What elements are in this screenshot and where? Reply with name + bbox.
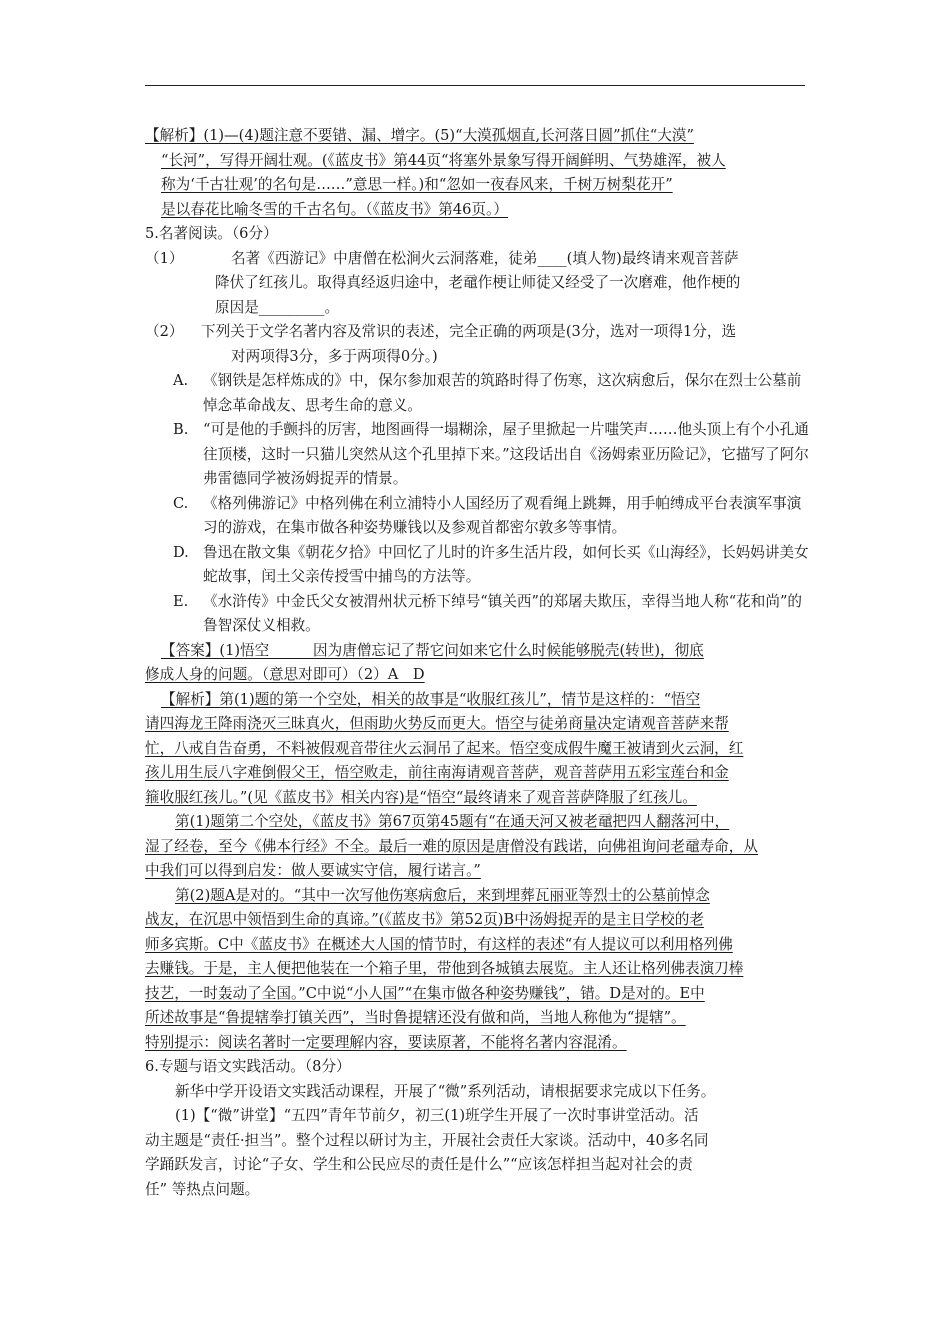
- question-line: 对两项得3分，多于两项得0分。): [231, 347, 438, 365]
- analysis-line: “长河”，写得开阔壮观。(《蓝皮书》第44页“将塞外景象写得开阔鲜明、气势雄浑，被人: [161, 151, 726, 169]
- question-5-sub2: [145, 320, 810, 369]
- analysis-line: 去赚钱。于是，主人便把他装在一个箱子里，带他到各城镇去展览。主人还让格列佛表演刀棒: [145, 960, 744, 977]
- sub-number: （2）: [145, 323, 184, 340]
- option-letter: C.: [173, 494, 189, 512]
- question-line: 名著《西游记》中唐僧在松涧火云洞落难，徒弟____(填人物)最终请来观音菩萨: [231, 249, 739, 267]
- option-text: 《水浒传》中金氏父女被渭州状元桥下绰号“镇关西”的郑屠夫欺压，幸得当地人称“花和尚”的鲁智深仗义相救。: [203, 592, 803, 634]
- option-text: 鲁迅在散文集《朝花夕拾》中回忆了儿时的许多生活片段，如何长买《山海经》，长妈妈讲美女蛇故事，闰土父亲传授雪中捕鸟的方法等。: [203, 543, 809, 585]
- option-c: [145, 492, 810, 541]
- sub-number: （1）: [145, 249, 184, 267]
- question-line: 动主题是“责任·担当”。整个过程以研讨为主，开展社会责任大家谈。活动中，40多名同: [145, 1131, 709, 1149]
- answer-line: 【答案】(1)悟空 因为唐僧忘记了帮它问如来它什么时候能够脱壳(转世)，彻底: [161, 641, 704, 659]
- analysis-line: 称为‘千古壮观’的名句是……”意思一样。)和“忽如一夜春风来，千树万树梨花开”: [161, 176, 673, 193]
- document-page: [145, 124, 810, 1202]
- analysis-line: 所述故事是“鲁提辖拳打镇关西”，当时鲁提辖还没有做和尚，当地人称他为“提辖”。: [145, 1009, 686, 1026]
- options-list: [145, 369, 810, 639]
- question-6-heading: 6.专题与语文实践活动。（8分）: [145, 1058, 351, 1075]
- option-text: 《格列佛游记》中格列佛在利立浦特小人国经历了观看绳上跳舞，用手帕缚成平台表演军事演习的游戏，在集市做各种姿势赚钱以及参观首都密尔敦多等事情。: [203, 494, 802, 536]
- option-letter: A.: [173, 372, 189, 389]
- question-line: 下列关于文学名著内容及常识的表述，完全正确的两项是(3分，选对一项得1分，选: [201, 323, 737, 340]
- analysis-line: 忙，八戒自告奋勇，不料被假观音带往火云洞吊了起来。悟空变成假牛魔王被请到火云洞，红: [145, 739, 744, 757]
- header-rule: [145, 85, 805, 86]
- option-b: [145, 418, 810, 492]
- question-5-heading: 5.名著阅读。（6分）: [145, 225, 278, 242]
- option-letter: B.: [173, 421, 189, 438]
- analysis-line: 【解析】(1)—(4)题注意不要错、漏、增字。(5)“大漠孤烟直,长河落日圆”抓住“大漠”: [145, 127, 694, 144]
- question-line: 任” 等热点问题。: [145, 1180, 260, 1198]
- option-d: [145, 541, 810, 590]
- question-line: 降伏了红孩儿。取得真经返归途中，老黿作梗让师徒又经受了一次磨难，他作梗的: [215, 274, 741, 291]
- analysis-line: 湿了经卷，至今《佛本行经》不全。最后一难的原因是唐僧没有践诺，向佛祖询问老黿寿命，从: [145, 837, 758, 855]
- analysis-block: [145, 688, 810, 1056]
- analysis-line: 箍收服红孩儿。”(见《蓝皮书》相关内容)是“悟空“最终请来了观音菩萨降服了红孩儿。: [145, 788, 697, 806]
- option-a: [145, 369, 810, 418]
- analysis-line: 请四海龙王降雨浇灭三昧真火，但雨助火势反而更大。悟空与徒弟商量决定请观音菩萨来帮: [145, 715, 729, 732]
- analysis-line: 中我们可以得到启发：做人要诚实守信，履行诺言。”: [145, 862, 481, 879]
- analysis-line: 孩儿用生辰八字难倒假父王，悟空败走，前往南海请观音菩萨，观音菩萨用五彩宝莲台和金: [145, 764, 729, 781]
- question-line: (1)【“微”讲堂】“五四”青年节前夕，初三(1)班学生开展了一次时事讲堂活动。活: [175, 1107, 699, 1124]
- analysis-previous: [145, 124, 810, 222]
- question-5-sub1: [145, 247, 810, 321]
- analysis-line: 是以春花比喻冬雪的千古名句。（《蓝皮书》第46页。）: [161, 200, 508, 218]
- option-text: 《钢铁是怎样炼成的》中，保尔参加艰苦的筑路时得了伤寒，这次病愈后，保尔在烈士公墓前悼念革命战友、思考生命的意义。: [203, 372, 802, 414]
- question-line: 原因是_________。: [215, 298, 340, 316]
- analysis-line: 技艺，一时轰动了全国。”C中说“小人国”“在集市做各种姿势赚钱”，错。D是对的。E中: [145, 984, 705, 1002]
- option-letter: D.: [173, 543, 189, 561]
- option-e: [145, 590, 810, 639]
- question-line: 学踊跃发言，讨论“子女、学生和公民应尽的责任是什么”“应该怎样担当起对社会的责: [145, 1156, 693, 1173]
- analysis-line: 战友，在沉思中领悟到生命的真谛。”(《蓝皮书》第52页)B中汤姆捉弄的是主日学校的老: [145, 911, 704, 928]
- analysis-line: 第(1)题第二个空处，《蓝皮书》第67页第45题有“在通天河又被老黿把四人翻落河中，: [175, 813, 730, 830]
- answer-block: [145, 639, 810, 688]
- analysis-line: 师多宾斯。C中《蓝皮书》在概述大人国的情节时，有这样的表述“有人提议可以利用格列佛: [145, 935, 733, 953]
- analysis-line: 第(2)题A是对的。“其中一次写他伤寒病愈后，来到埋葬瓦丽亚等烈士的公墓前悼念: [175, 886, 710, 904]
- question-6-intro: 新华中学开设语文实践活动课程，开展了“微”系列活动，请根据要求完成以下任务。: [175, 1082, 716, 1100]
- option-letter: E.: [173, 592, 189, 610]
- special-tip: 特别提示：阅读名著时一定要理解内容，要读原著，不能将名著内容混淆。: [145, 1033, 627, 1051]
- analysis-line: 【解析】第(1)题的第一个空处，相关的故事是“收服红孩儿”，情节是这样的：“悟空: [161, 690, 701, 708]
- answer-line: 修成人身的问题。（意思对即可）（2）A D: [145, 666, 425, 683]
- option-text: “可是他的手颤抖的厉害，地图画得一塌糊涂，屋子里掀起一片嗤笑声……他头顶上有个小孔通往顶楼，这时一只猫儿突然从这个孔里掉下来。”这段话出自《汤姆索亚历险记》，它描写了阿尔弗雷德同学被汤姆捉弄的情景。: [203, 421, 809, 487]
